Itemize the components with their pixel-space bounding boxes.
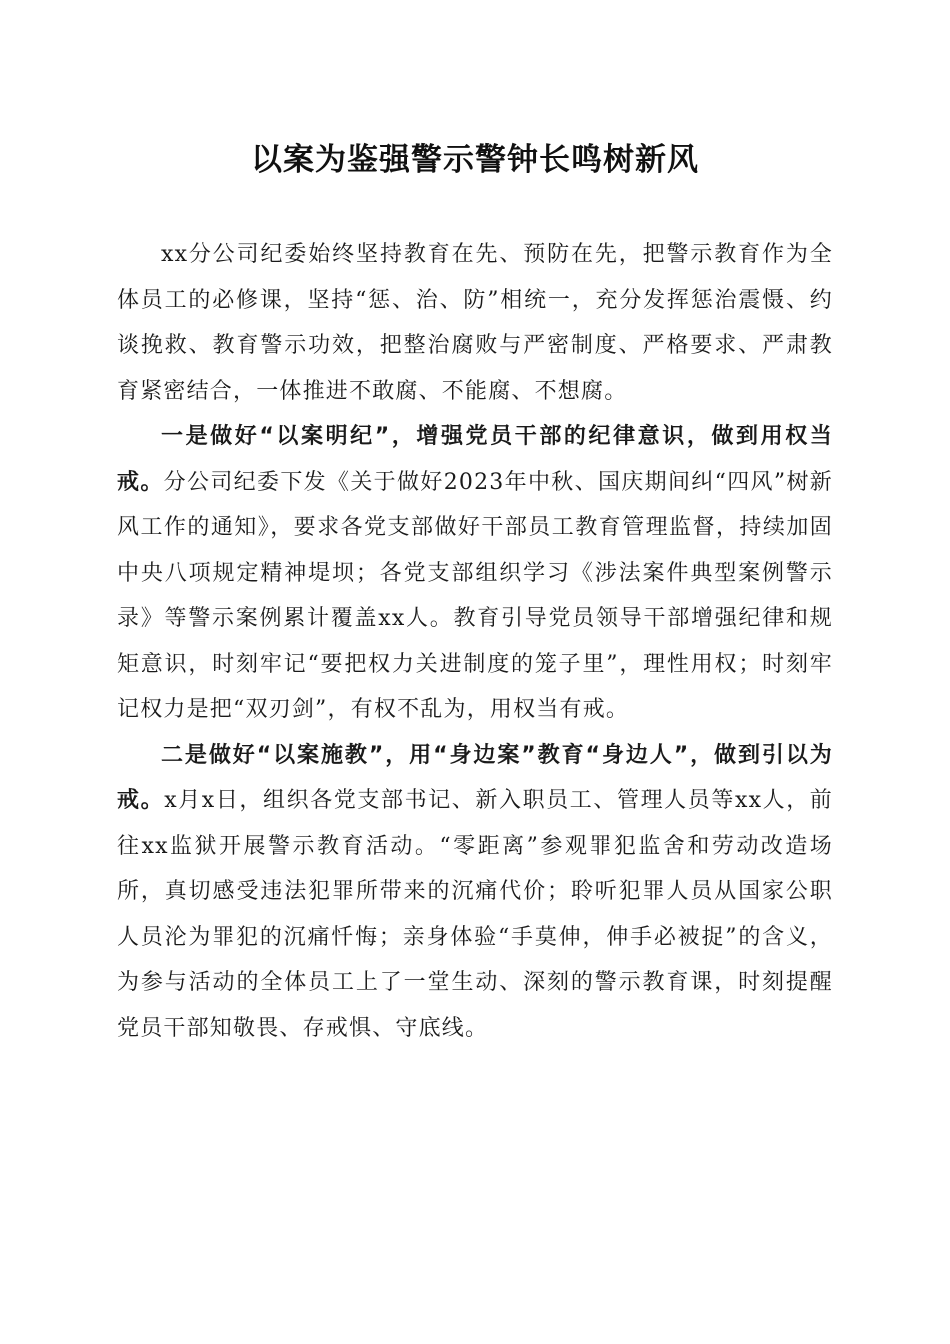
intro-paragraph: xx分公司纪委始终坚持教育在先、预防在先，把警示教育作为全体员工的必修课，坚持“惩、治、防”相统一，充分发挥惩治震慑、约谈挽救、教育警示功效，把整治腐败与严密制度、严格要求、严肃教育紧密结合，一体推进不敢腐、不能腐、不想腐。 [117,242,833,404]
section-paragraph-2 [117,733,833,1052]
section-paragraph-1 [117,414,833,733]
section-2-lead: 二是做好“以案施教”，用“身边案”教育“身边人”，做到引以为戒。 [117,742,833,813]
document-title: 以案为鉴强警示警钟长鸣树新风 [251,142,699,178]
section-1-lead: 一是做好“以案明纪”，增强党员干部的纪律意识，做到用权当戒。 [117,424,833,495]
document-body [117,232,833,1051]
section-2-body: x月x日，组织各党支部书记、新入职员工、管理人员等xx人，前往xx监狱开展警示教育活动。“零距离”参观罪犯监舍和劳动改造场所，真切感受违法犯罪所带来的沉痛代价；聆听犯罪人员从国家公职人员沦为罪犯的沉痛忏悔；亲身体验“手莫伸，伸手必被捉”的含义，为参与活动的全体员工上了一堂生动、深刻的警示教育课，时刻提醒党员干部知敬畏、存戒惧、守底线。 [117,788,833,1041]
section-1-body: 分公司纪委下发《关于做好2023年中秋、国庆期间纠“四风”树新风工作的通知》，要求各党支部做好干部员工教育管理监督，持续加固中央八项规定精神堤坝；各党支部组织学习《涉法案件典型案例警示录》等警示案例累计覆盖xx人。教育引导党员领导干部增强纪律和规矩意识，时刻牢记“要把权力关进制度的笼子里”，理性用权；时刻牢记权力是把“双刃剑”，有权不乱为，用权当有戒。 [117,469,833,722]
